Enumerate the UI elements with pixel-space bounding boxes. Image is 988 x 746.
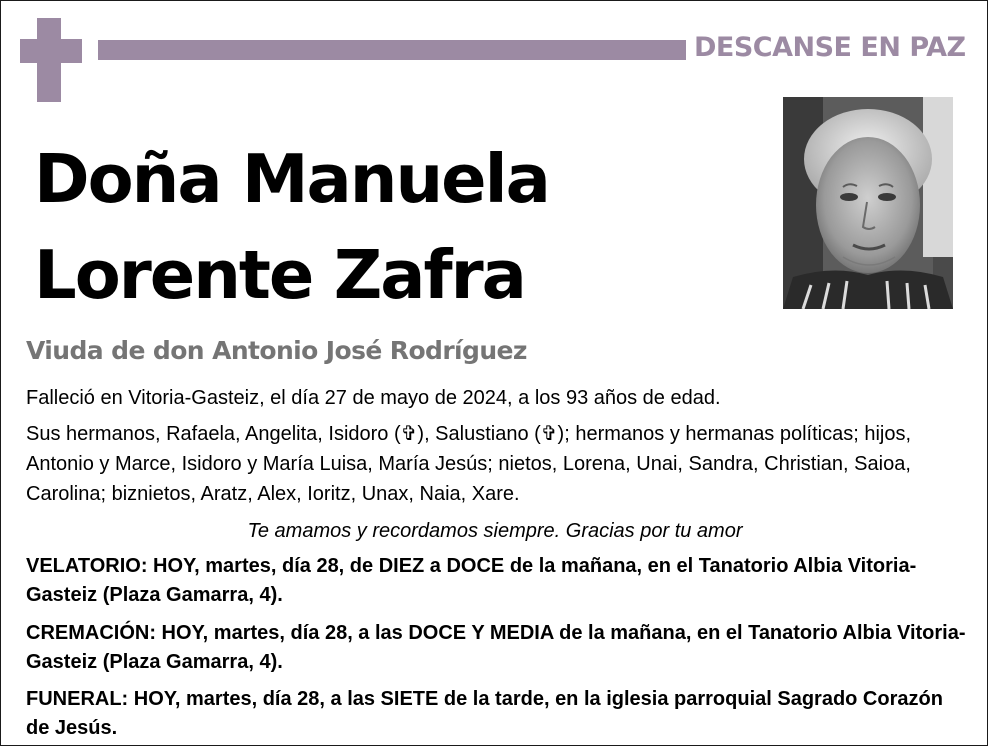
deceased-name	[34, 131, 549, 323]
memorial-quote: Te amamos y recordamos siempre. Gracias por tu amor	[247, 520, 743, 542]
funeral-notice: FUNERAL: HOY, martes, día 28, a las SIETE de la tarde, en la iglesia parroquial Sagrado Corazón de Jesús.	[26, 688, 943, 739]
velatorio-notice: VELATORIO: HOY, martes, día 28, de DIEZ a DOCE de la mañana, en el Tanatorio Albia Vitoria-Gasteiz (Plaza Gamarra, 4).	[26, 555, 917, 606]
name-line-1: Doña Manuela	[34, 140, 549, 218]
family-text: Sus hermanos, Rafaela, Angelita, Isidoro (✞), Salustiano (✞); hermanos y hermanas políticas; hijos, Antonio y Marce, Isidoro y María Luisa, María Jesús; nietos, Lorena, Unai, Sandra, Christian, Saioa, Carolina; biznietos, Aratz, Alex, Ioritz, Unax, Naia, Xare.	[26, 423, 912, 505]
portrait-photo	[783, 97, 953, 309]
cross-horizontal-bar	[20, 39, 82, 63]
name-line-2: Lorente Zafra	[34, 236, 525, 314]
death-notice-text: Falleció en Vitoria-Gasteiz, el día 27 de mayo de 2024, a los 93 años de edad.	[26, 387, 721, 409]
header-rule	[98, 40, 686, 60]
subtitle: Viuda de don Antonio José Rodríguez	[26, 336, 527, 365]
header-title: DESCANSE EN PAZ	[694, 32, 966, 63]
cremacion-notice: CREMACIÓN: HOY, martes, día 28, a las DOCE Y MEDIA de la mañana, en el Tanatorio Albia Vitoria-Gasteiz (Plaza Gamarra, 4).	[26, 622, 966, 673]
